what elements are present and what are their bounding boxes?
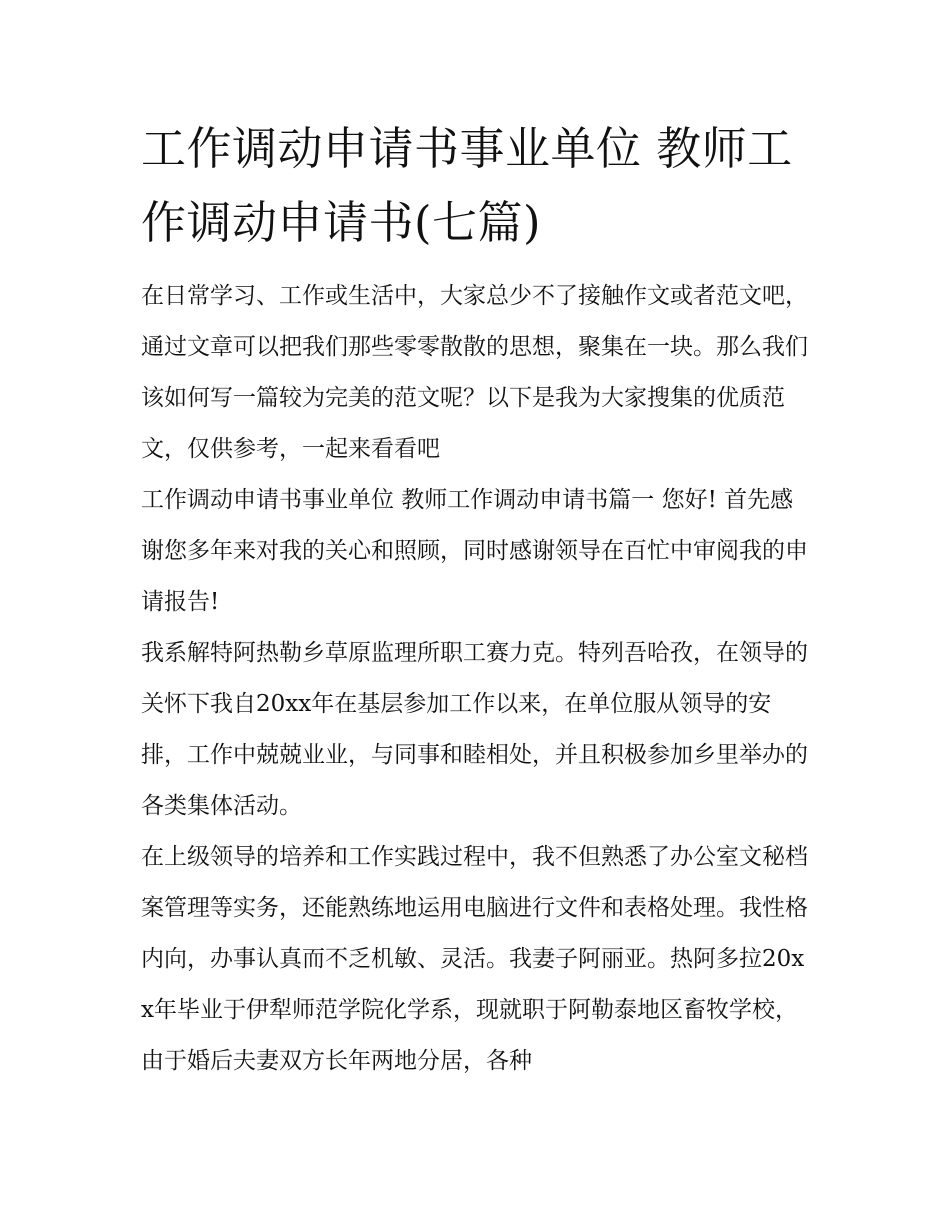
document-body	[141, 112, 813, 1087]
document-title: 工作调动申请书事业单位 教师工作调动申请书(七篇)	[141, 122, 793, 249]
body-paragraph: 工作调动申请书事业单位 教师工作调动申请书篇一 您好! 首先感谢您多年来对我的关心和照顾，同时感谢领导在百忙中审阅我的申请报告!	[141, 487, 808, 615]
body-paragraph: 我系解特阿热勒乡草原监理所职工赛力克。特列吾哈孜，在领导的关怀下我自20xx年在基层参加工作以来，在单位服从领导的安排，工作中兢兢业业，与同事和睦相处，并且积极参加乡里举办的各类集体活动。	[141, 640, 808, 819]
body-paragraph: 在上级领导的培养和工作实践过程中，我不但熟悉了办公室文秘档案管理等实务，还能熟练地运用电脑进行文件和表格处理。我性格内向，办事认真而不乏机敏、灵活。我妻子阿丽亚。热阿多拉20xx年毕业于伊犁师范学院化学系，现就职于阿勒泰地区畜牧学校，由于婚后夫妻双方长年两地分居，各种	[141, 844, 808, 1074]
intro-paragraph: 在日常学习、工作或生活中，大家总少不了接触作文或者范文吧，通过文章可以把我们那些零零散散的思想，聚集在一块。那么我们该如何写一篇较为完美的范文呢？以下是我为大家搜集的优质范文，仅供参考，一起来看看吧	[141, 283, 808, 462]
